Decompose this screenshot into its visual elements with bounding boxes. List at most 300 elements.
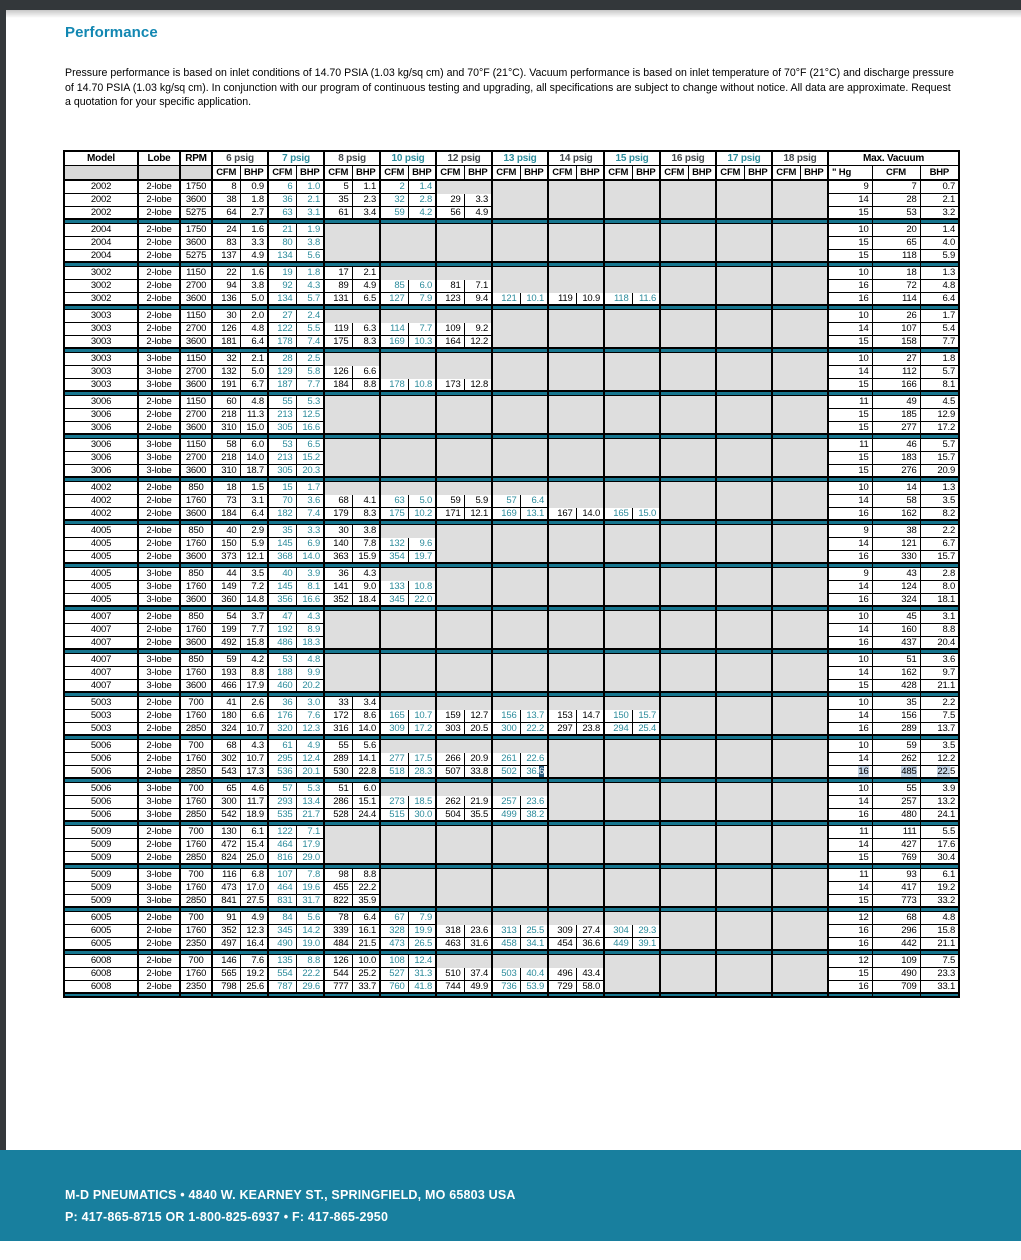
cell-model: 2002 <box>64 206 138 219</box>
cell-rpm: 3600 <box>180 593 212 606</box>
data-row <box>64 408 959 421</box>
cell-empty <box>772 911 828 924</box>
cell-empty <box>548 206 604 219</box>
cell-empty <box>716 808 772 821</box>
cell-bhp: 38.2 <box>520 808 548 821</box>
cell-cfm: 27 <box>268 309 296 322</box>
cell-cfm: 310 <box>212 464 240 477</box>
cell-empty <box>716 236 772 249</box>
cell-vac-bhp: 18.1 <box>920 593 959 606</box>
cell-bhp: 4.3 <box>296 279 324 292</box>
cell-empty <box>324 623 380 636</box>
cell-rpm: 850 <box>180 653 212 666</box>
cell-cfm: 36 <box>268 193 296 206</box>
cell-bhp: 58.0 <box>576 980 604 993</box>
cell-empty <box>716 451 772 464</box>
cell-cfm: 213 <box>268 451 296 464</box>
cell-rpm: 1760 <box>180 752 212 765</box>
cell-lobe: 3-lobe <box>138 868 180 881</box>
cell-empty <box>548 408 604 421</box>
cell-bhp: 5.6 <box>296 249 324 262</box>
cell-lobe: 3-lobe <box>138 795 180 808</box>
cell-vac-bhp: 6.7 <box>920 537 959 550</box>
cell-empty <box>660 636 716 649</box>
cell-empty <box>492 365 548 378</box>
cell-bhp: 1.4 <box>408 180 436 193</box>
cell-lobe: 2-lobe <box>138 610 180 623</box>
cell-bhp: 4.8 <box>240 395 268 408</box>
cell-rpm: 1760 <box>180 795 212 808</box>
cell-cfm: 798 <box>212 980 240 993</box>
cell-bhp: 6.5 <box>296 438 324 451</box>
cell-vac-hg: 10 <box>828 223 872 236</box>
cell-empty <box>772 464 828 477</box>
cell-vac-hg: 15 <box>828 851 872 864</box>
data-row <box>64 610 959 623</box>
data-row <box>64 739 959 752</box>
cell-empty <box>548 451 604 464</box>
cell-cfm: 40 <box>268 567 296 580</box>
cell-bhp: 5.0 <box>240 292 268 305</box>
cell-empty <box>436 851 492 864</box>
cell-empty <box>380 352 436 365</box>
cell-lobe: 2-lobe <box>138 524 180 537</box>
separator-row <box>64 993 959 997</box>
cell-cfm: 455 <box>324 881 352 894</box>
cell-bhp: 1.8 <box>296 266 324 279</box>
cell-empty <box>548 223 604 236</box>
cell-lobe: 2-lobe <box>138 696 180 709</box>
cell-empty <box>436 696 492 709</box>
cell-bhp: 6.0 <box>240 438 268 451</box>
cell-vac-hg: 14 <box>828 580 872 593</box>
cell-cfm: 193 <box>212 666 240 679</box>
cell-empty <box>604 266 660 279</box>
data-row <box>64 782 959 795</box>
cell-empty <box>716 292 772 305</box>
cell-empty <box>548 825 604 838</box>
cell-cfm: 277 <box>380 752 408 765</box>
cell-bhp: 4.9 <box>464 206 492 219</box>
col-subheader-vac-cfm: CFM <box>872 166 920 181</box>
cell-model: 4002 <box>64 494 138 507</box>
cell-empty <box>548 335 604 348</box>
cell-bhp: 1.6 <box>240 223 268 236</box>
cell-empty <box>772 236 828 249</box>
cell-vac-bhp: 3.5 <box>920 494 959 507</box>
sep-cell <box>828 993 872 997</box>
cell-vac-cfm: 262 <box>872 752 920 765</box>
cell-bhp: 19.7 <box>408 550 436 563</box>
cell-bhp: 35.9 <box>352 894 380 907</box>
cell-rpm: 850 <box>180 481 212 494</box>
cell-bhp: 19.6 <box>296 881 324 894</box>
cell-cfm: 141 <box>324 580 352 593</box>
cell-empty <box>604 180 660 193</box>
cell-vac-cfm: 93 <box>872 868 920 881</box>
cell-empty <box>772 365 828 378</box>
cell-cfm: 787 <box>268 980 296 993</box>
page-top-shadow <box>0 10 1021 18</box>
cell-empty <box>772 421 828 434</box>
data-row <box>64 279 959 292</box>
cell-empty <box>548 795 604 808</box>
cell-empty <box>492 653 548 666</box>
cell-vac-hg: 15 <box>828 335 872 348</box>
cell-cfm: 40 <box>212 524 240 537</box>
cell-lobe: 2-lobe <box>138 395 180 408</box>
cell-lobe: 2-lobe <box>138 335 180 348</box>
cell-bhp: 29.0 <box>296 851 324 864</box>
cell-empty <box>660 709 716 722</box>
cell-vac-hg: 12 <box>828 954 872 967</box>
cell-cfm: 24 <box>212 223 240 236</box>
cell-empty <box>716 180 772 193</box>
cell-bhp: 15.0 <box>240 421 268 434</box>
cell-cfm: 320 <box>268 722 296 735</box>
cell-bhp: 7.1 <box>464 279 492 292</box>
cell-bhp: 6.4 <box>240 507 268 520</box>
cell-rpm: 2850 <box>180 765 212 778</box>
cell-bhp: 40.4 <box>520 967 548 980</box>
col-subheader-cfm: CFM <box>716 166 744 181</box>
cell-bhp: 7.2 <box>240 580 268 593</box>
cell-bhp: 7.6 <box>296 709 324 722</box>
cell-vac-cfm: 296 <box>872 924 920 937</box>
cell-empty <box>716 795 772 808</box>
cell-cfm: 6 <box>268 180 296 193</box>
cell-bhp: 2.3 <box>352 193 380 206</box>
cell-bhp: 17.0 <box>240 881 268 894</box>
cell-empty <box>772 408 828 421</box>
cell-empty <box>604 249 660 262</box>
cell-empty <box>772 722 828 735</box>
footer-phone-line: P: 417-865-8715 OR 1-800-825-6937 • F: 417-865-2950 <box>65 1210 389 1224</box>
cell-empty <box>436 881 492 894</box>
cell-rpm: 3600 <box>180 236 212 249</box>
data-row <box>64 752 959 765</box>
cell-cfm: 544 <box>324 967 352 980</box>
cell-vac-cfm: 162 <box>872 507 920 520</box>
cell-empty <box>660 451 716 464</box>
text-selection: 485 <box>901 765 917 777</box>
data-row <box>64 193 959 206</box>
cell-empty <box>716 322 772 335</box>
col-subheader-bhp: BHP <box>240 166 268 181</box>
cell-cfm: 191 <box>212 378 240 391</box>
cell-empty <box>716 666 772 679</box>
cell-empty <box>492 666 548 679</box>
cell-empty <box>436 524 492 537</box>
cell-bhp: 3.4 <box>352 696 380 709</box>
col-subheader-bhp: BHP <box>464 166 492 181</box>
cell-cfm: 490 <box>268 937 296 950</box>
cell-empty <box>492 610 548 623</box>
cell-model: 4002 <box>64 507 138 520</box>
cell-cfm: 21 <box>268 223 296 236</box>
cell-empty <box>548 567 604 580</box>
cell-empty <box>492 825 548 838</box>
cell-lobe: 2-lobe <box>138 309 180 322</box>
cell-cfm: 36 <box>324 567 352 580</box>
cell-vac-hg: 15 <box>828 967 872 980</box>
cell-bhp: 7.8 <box>352 537 380 550</box>
cell-cfm: 133 <box>380 580 408 593</box>
cell-bhp: 3.3 <box>240 236 268 249</box>
cell-vac-cfm: 46 <box>872 438 920 451</box>
cell-cfm: 118 <box>604 292 632 305</box>
cell-empty <box>716 408 772 421</box>
data-row <box>64 911 959 924</box>
cell-empty <box>660 249 716 262</box>
cell-cfm: 303 <box>436 722 464 735</box>
cell-vac-hg: 14 <box>828 193 872 206</box>
cell-bhp: 18.7 <box>240 464 268 477</box>
footer-band <box>0 1150 1021 1260</box>
cell-vac-bhp: 20.9 <box>920 464 959 477</box>
cell-empty <box>660 954 716 967</box>
cell-rpm: 1760 <box>180 709 212 722</box>
cell-cfm: 153 <box>548 709 576 722</box>
cell-empty <box>436 395 492 408</box>
cell-empty <box>716 911 772 924</box>
cell-cfm: 29 <box>436 193 464 206</box>
cell-bhp: 12.8 <box>464 378 492 391</box>
cell-cfm: 179 <box>324 507 352 520</box>
cell-vac-cfm: 59 <box>872 739 920 752</box>
cell-model: 5009 <box>64 838 138 851</box>
cell-empty <box>716 365 772 378</box>
cell-vac-hg: 15 <box>828 464 872 477</box>
data-row <box>64 524 959 537</box>
cell-bhp: 10.8 <box>408 580 436 593</box>
cell-bhp: 25.4 <box>632 722 660 735</box>
cell-bhp: 13.4 <box>296 795 324 808</box>
sep-cell <box>716 993 772 997</box>
cell-empty <box>604 610 660 623</box>
cell-bhp: 31.6 <box>464 937 492 950</box>
cell-bhp: 4.3 <box>296 610 324 623</box>
cell-empty <box>772 292 828 305</box>
cell-cfm: 184 <box>212 507 240 520</box>
cell-bhp: 34.1 <box>520 937 548 950</box>
cell-vac-bhp: 30.4 <box>920 851 959 864</box>
cell-bhp: 3.4 <box>352 206 380 219</box>
cell-cfm: 131 <box>324 292 352 305</box>
cell-empty <box>492 223 548 236</box>
cell-vac-cfm: 35 <box>872 696 920 709</box>
cell-lobe: 2-lobe <box>138 193 180 206</box>
cell-model: 5009 <box>64 851 138 864</box>
cell-empty <box>772 709 828 722</box>
cell-vac-bhp: 5.5 <box>920 825 959 838</box>
cell-empty <box>548 365 604 378</box>
cell-lobe: 2-lobe <box>138 249 180 262</box>
cell-empty <box>772 279 828 292</box>
cell-bhp: 12.4 <box>296 752 324 765</box>
cell-empty <box>716 980 772 993</box>
cell-empty <box>772 193 828 206</box>
cell-cfm: 464 <box>268 881 296 894</box>
cell-bhp: 15.4 <box>240 838 268 851</box>
cell-empty <box>324 451 380 464</box>
cell-empty <box>716 550 772 563</box>
cell-model: 4005 <box>64 580 138 593</box>
cell-empty <box>604 782 660 795</box>
cell-bhp: 6.8 <box>240 868 268 881</box>
cell-cfm: 135 <box>268 954 296 967</box>
cell-empty <box>324 352 380 365</box>
cell-lobe: 2-lobe <box>138 223 180 236</box>
cell-cfm: 262 <box>436 795 464 808</box>
cell-lobe: 3-lobe <box>138 593 180 606</box>
cell-bhp: 10.7 <box>240 722 268 735</box>
cell-empty <box>548 881 604 894</box>
cell-empty <box>772 537 828 550</box>
cell-rpm: 2700 <box>180 408 212 421</box>
cell-rpm: 700 <box>180 868 212 881</box>
cell-lobe: 3-lobe <box>138 438 180 451</box>
cell-empty <box>604 365 660 378</box>
cell-vac-cfm: 417 <box>872 881 920 894</box>
cell-empty <box>380 636 436 649</box>
cell-empty <box>772 550 828 563</box>
cell-bhp: 20.1 <box>296 765 324 778</box>
cell-empty <box>492 679 548 692</box>
cell-model: 6008 <box>64 980 138 993</box>
cell-empty <box>716 335 772 348</box>
cell-cfm: 286 <box>324 795 352 808</box>
cell-bhp: 15.0 <box>632 507 660 520</box>
cell-empty <box>772 593 828 606</box>
data-row <box>64 481 959 494</box>
cell-bhp: 6.0 <box>408 279 436 292</box>
cell-lobe: 2-lobe <box>138 507 180 520</box>
sep-cell <box>772 993 828 997</box>
cell-vac-bhp: 4.8 <box>920 279 959 292</box>
cell-bhp: 10.2 <box>408 507 436 520</box>
cell-cfm: 257 <box>492 795 520 808</box>
cell-vac-cfm: 7 <box>872 180 920 193</box>
cell-bhp: 25.2 <box>352 967 380 980</box>
cell-vac-hg <box>828 765 872 778</box>
cell-model: 4007 <box>64 653 138 666</box>
cell-vac-cfm: 160 <box>872 623 920 636</box>
cell-vac-bhp: 33.1 <box>920 980 959 993</box>
cell-bhp: 7.9 <box>408 292 436 305</box>
cell-empty <box>380 236 436 249</box>
cell-rpm: 1750 <box>180 180 212 193</box>
cell-empty <box>716 537 772 550</box>
cell-bhp: 19.9 <box>408 924 436 937</box>
cell-empty <box>436 623 492 636</box>
cell-empty <box>380 881 436 894</box>
cell-bhp: 36.6 <box>520 765 548 778</box>
cell-cfm: 466 <box>212 679 240 692</box>
data-row <box>64 378 959 391</box>
cell-rpm: 1760 <box>180 666 212 679</box>
cell-lobe: 3-lobe <box>138 580 180 593</box>
cell-empty <box>604 679 660 692</box>
cell-bhp: 5.6 <box>296 911 324 924</box>
cell-cfm: 188 <box>268 666 296 679</box>
cell-empty <box>436 666 492 679</box>
cell-empty <box>380 395 436 408</box>
cell-empty <box>716 507 772 520</box>
cell-empty <box>604 378 660 391</box>
cell-bhp: 7.6 <box>240 954 268 967</box>
cell-bhp: 7.9 <box>408 911 436 924</box>
cell-cfm: 129 <box>268 365 296 378</box>
cell-bhp: 9.4 <box>464 292 492 305</box>
cell-empty <box>436 421 492 434</box>
cell-cfm: 273 <box>380 795 408 808</box>
cell-rpm: 5275 <box>180 206 212 219</box>
cell-rpm: 1760 <box>180 537 212 550</box>
cell-cfm: 73 <box>212 494 240 507</box>
data-row <box>64 593 959 606</box>
cell-cfm: 107 <box>268 868 296 881</box>
cell-empty <box>604 567 660 580</box>
cell-rpm: 700 <box>180 825 212 838</box>
cell-empty <box>380 851 436 864</box>
cell-cfm: 305 <box>268 464 296 477</box>
cell-lobe: 2-lobe <box>138 292 180 305</box>
cell-cfm: 53 <box>268 438 296 451</box>
cell-bhp: 16.4 <box>240 937 268 950</box>
cell-vac-bhp: 1.3 <box>920 481 959 494</box>
cell-vac-bhp: 3.6 <box>920 653 959 666</box>
cell-model: 4007 <box>64 666 138 679</box>
cell-vac-cfm: 158 <box>872 335 920 348</box>
data-row <box>64 954 959 967</box>
cell-empty <box>660 765 716 778</box>
cell-empty <box>772 795 828 808</box>
cell-cfm: 309 <box>380 722 408 735</box>
cell-empty <box>660 335 716 348</box>
cell-empty <box>492 636 548 649</box>
cell-empty <box>548 193 604 206</box>
cell-empty <box>716 309 772 322</box>
cell-empty <box>436 679 492 692</box>
cell-empty <box>772 808 828 821</box>
cell-vac-bhp: 4.0 <box>920 236 959 249</box>
cell-cfm: 328 <box>380 924 408 937</box>
cell-bhp: 17.9 <box>240 679 268 692</box>
cell-rpm: 1150 <box>180 438 212 451</box>
header-blank-lobe <box>138 166 180 181</box>
cell-empty <box>548 808 604 821</box>
data-row <box>64 438 959 451</box>
footer-address-line: M-D PNEUMATICS • 4840 W. KEARNEY ST., SPRINGFIELD, MO 65803 USA <box>65 1188 516 1202</box>
cell-vac-hg: 9 <box>828 524 872 537</box>
cell-cfm: 175 <box>324 335 352 348</box>
cell-model: 5003 <box>64 722 138 735</box>
cell-vac-hg: 10 <box>828 309 872 322</box>
cell-cfm: 167 <box>548 507 576 520</box>
cell-cfm: 352 <box>212 924 240 937</box>
cell-empty <box>604 881 660 894</box>
cell-empty <box>604 653 660 666</box>
cell-cfm: 318 <box>436 924 464 937</box>
cell-empty <box>716 266 772 279</box>
cell-vac-cfm: 51 <box>872 653 920 666</box>
cell-bhp: 2.7 <box>240 206 268 219</box>
cell-cfm: 554 <box>268 967 296 980</box>
cell-cfm: 528 <box>324 808 352 821</box>
cell-empty <box>772 894 828 907</box>
cell-cfm: 515 <box>380 808 408 821</box>
